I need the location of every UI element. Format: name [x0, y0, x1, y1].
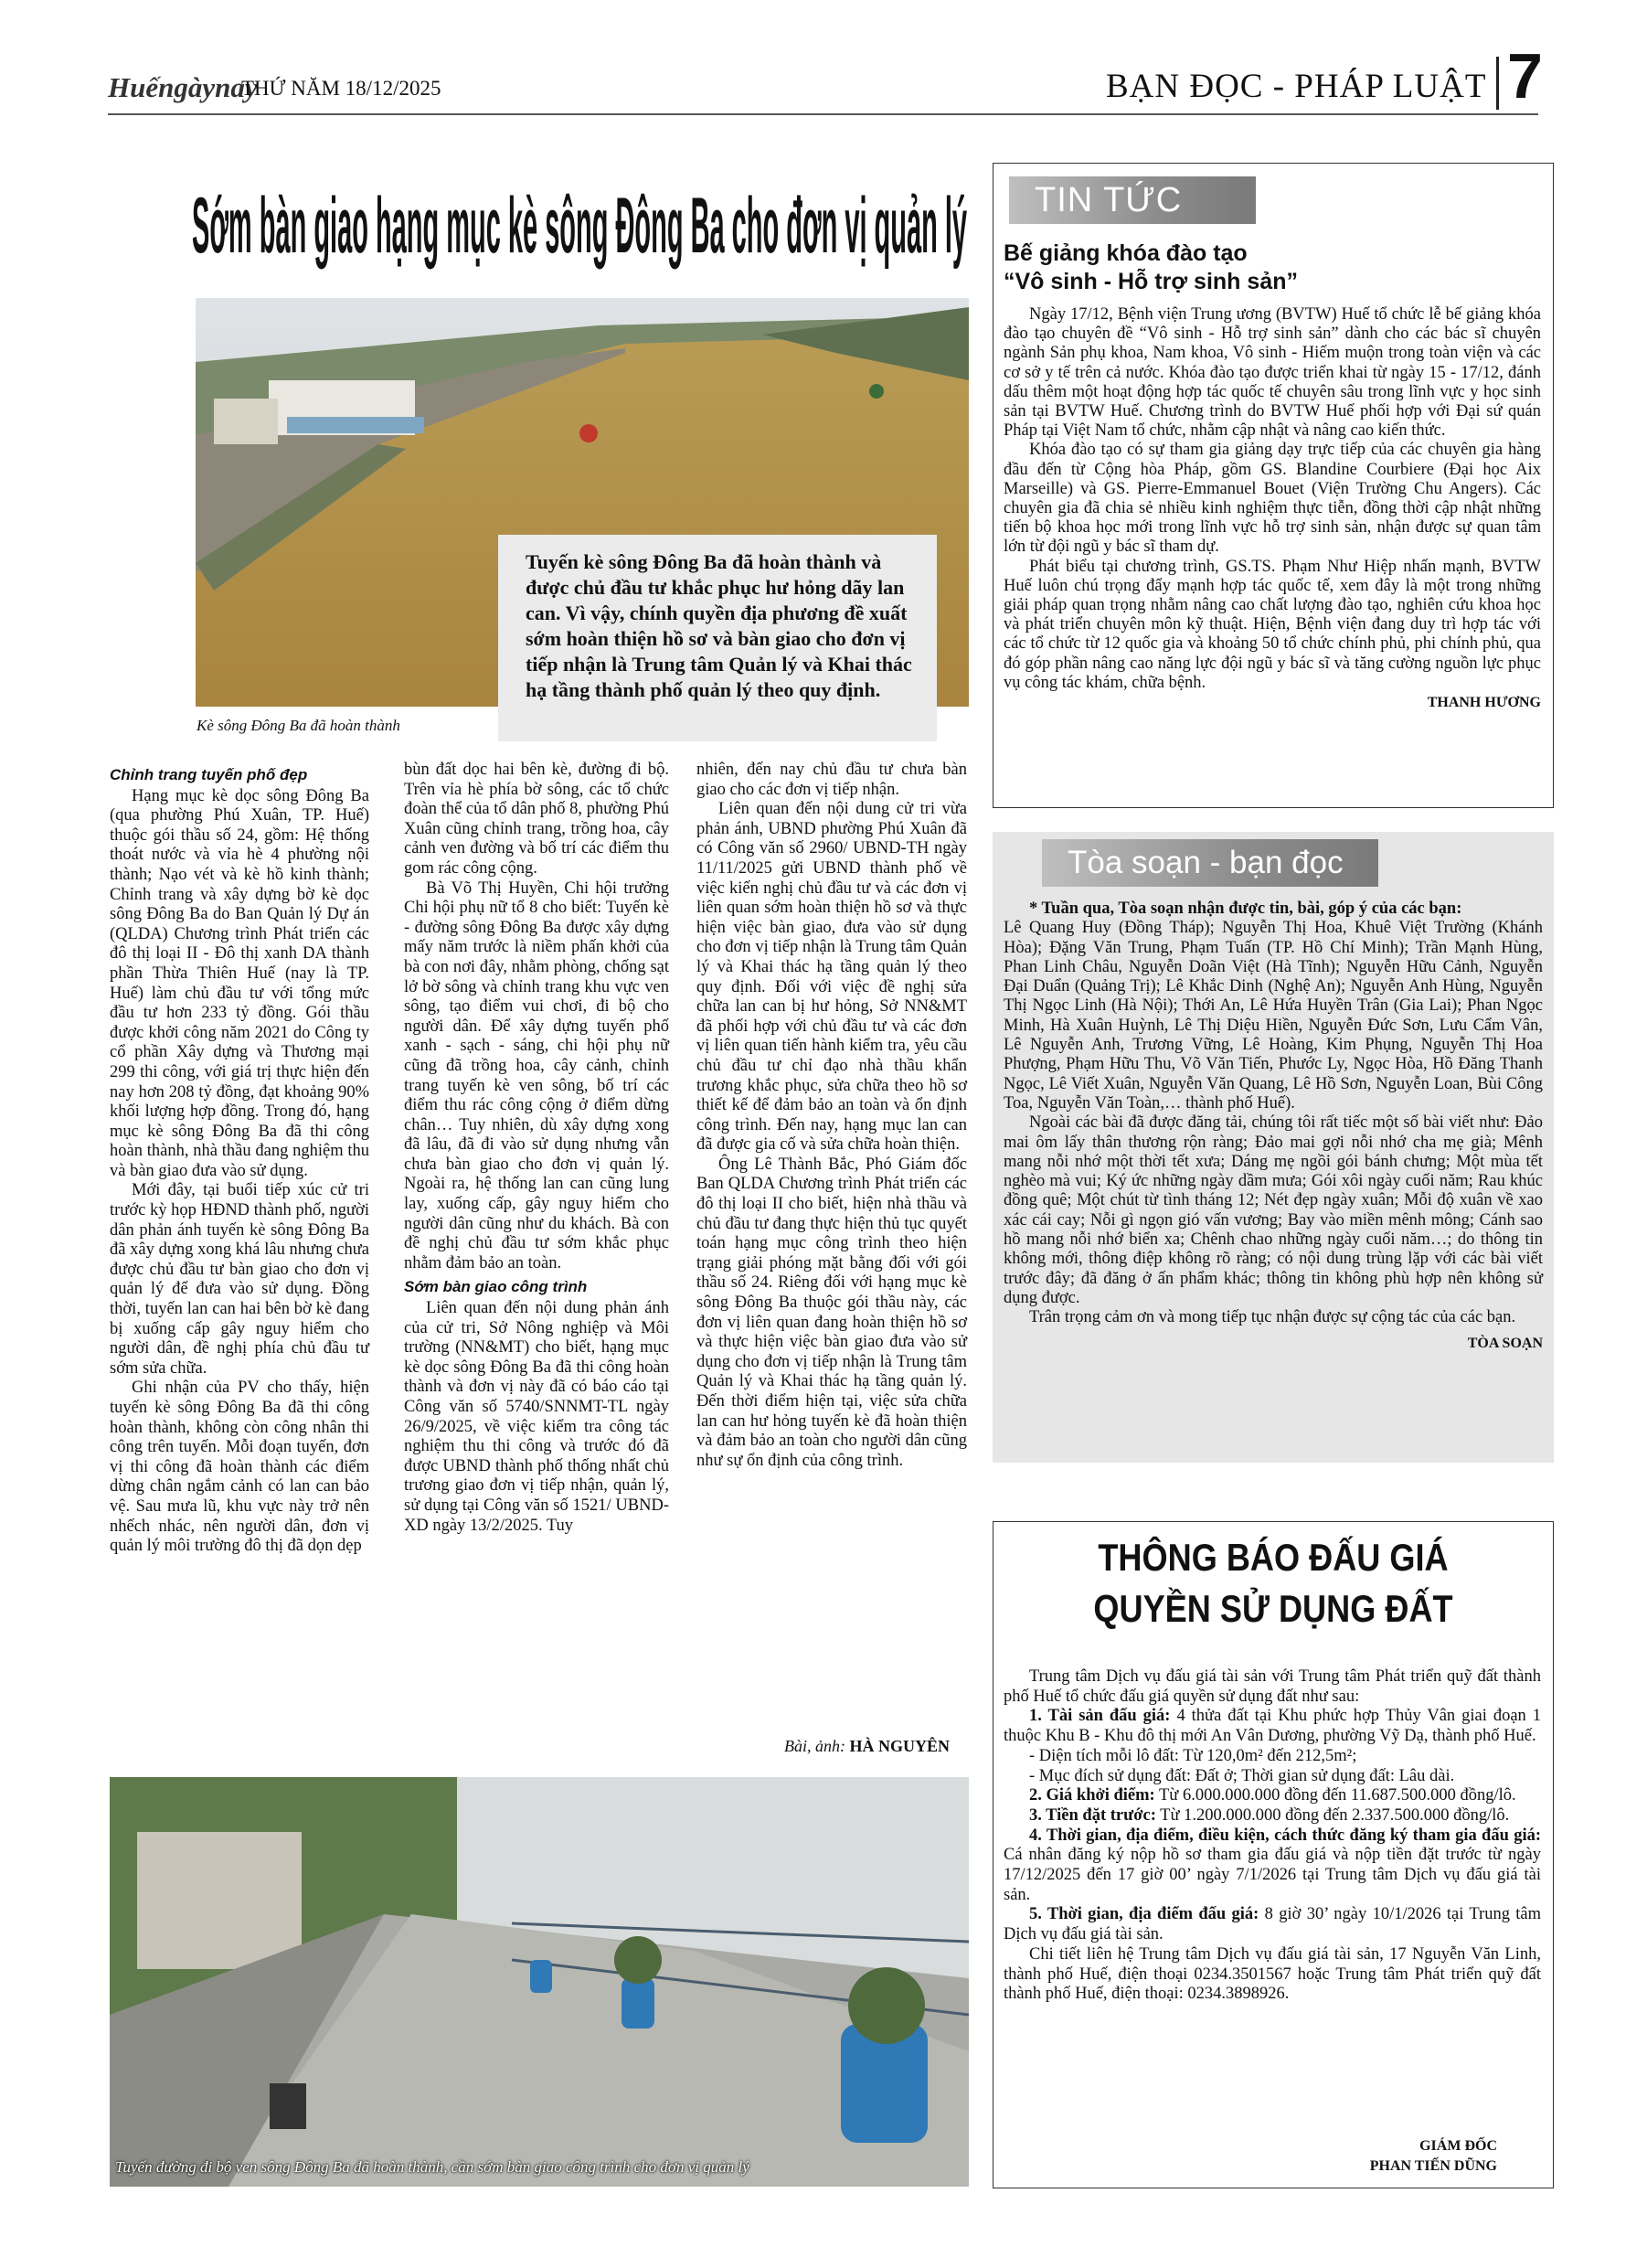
paragraph: Ngoài các bài đã được đăng tải, chúng tôi rất tiếc một số bài viết như: Đảo mai ôm lấy thân thương rộn ràng; Đảo mai gợi nỗi nhớ cha mẹ già; Mênh mang nỗi nhớ một thời tết xưa; Dáng mẹ ngồi gói bánh chưng; Một mùa tết nghèo mà vui; Ký ức những ngày dầm mưa; Gói xôi ngày cuối năm; Rau khúc đồng quê; Một chút từ tình tháng 12; Nét đẹp ngày xuân; Mỗi độ xuân về xao xác cái cay; Nỗi gì ngọn gió vấn vương; Bay vào miền mênh mông; Cánh sao hồ mang nỗi nhớ biển xa; Chênh chao những ngày cuối năm…; do thông tin không mới, thông điệp không rõ ràng; có nội dung trùng lặp với các bài viết trước đây; đã đăng ở ấn phẩm khác; thông tin không phù hợp nên không sử dụng được. — [1004, 1113, 1543, 1307]
paragraph: Trân trọng cảm ơn và mong tiếp tục nhận được sự cộng tác của các bạn. — [1029, 1308, 1516, 1327]
readers-tag: Tòa soạn - bạn đọc — [1042, 839, 1378, 887]
page-number: 7 — [1507, 40, 1543, 112]
news-tag: TIN TỨC — [1009, 176, 1256, 224]
news-author: THANH HƯƠNG — [1427, 695, 1541, 711]
signer-title: GIÁM ĐỐC — [1419, 2138, 1497, 2154]
paragraph: bùn đất dọc hai bên kè, đường đi bộ. Trên vỉa hè phía bờ sông, các tổ chức đoàn thể của tổ dân phố 8, phường Phú Xuân cũng chỉnh trang, trồng hoa, cây cảnh ven đường và bố trí các điểm thu gom rác công cộng. — [404, 761, 669, 878]
headline-text: Sớm bàn giao hạng mục kè sông Đông Ba cho đơn vị quản lý — [192, 182, 968, 270]
news-title-line2: “Vô sinh - Hỗ trợ sinh sản” — [1004, 269, 1298, 294]
auction-title — [1032, 1532, 1514, 1634]
byline-name: HÀ NGUYÊN — [849, 1737, 951, 1755]
paragraph: Ông Lê Thành Bắc, Phó Giám đốc Ban QLDA Chương trình Phát triển các đô thị loại II cho biết, hiện nhà thầu và chủ đầu tư đang thực hiện thủ tục quyết toán hạng mục công trình theo hiện trạng giải phóng mặt bằng đối với gói thầu số 24. Riêng đối với hạng mục kè sông Đông Ba thuộc gói thầu này, các đơn vị liên quan đang hoàn thiện hồ sơ và thực hiện việc bàn giao đưa vào sử dụng cho đơn vị tiếp nhận là Trung tâm Quản lý và Khai thác hạ tầng quản lý. Đến thời điểm hiện tại, việc sửa chữa lan can hư hỏng tuyến kè đã hoàn thiện và đảm bảo an toàn cho người dân cũng như sự ổn định của công trình. — [696, 1155, 967, 1470]
article-column-3 — [696, 761, 967, 1471]
header-divider — [1496, 57, 1499, 110]
readers-names: Lê Quang Huy (Đồng Tháp); Nguyễn Thị Hoa, Khuê Việt Trường (Khánh Hòa); Đặng Văn Trung, Phạm Tuấn (TP. Hồ Chí Minh); Trần Mạnh Hùng, Phan Linh Châu, Nguyễn Doãn Việt (Hà Tĩnh); Nguyễn Hữu Cảnh, Nguyễn Đại Duẩn (Quảng Trị); Lê Khắc Dinh (Nghệ An); Nguyễn Anh Hùng, Nguyễn Thị Ngọc Linh (Hà Nội); Thới An, Lê Hứa Huyền Trân (Gia Lai); Phan Ngọc Minh, Hà Xuân Huỳnh, Lê Thị Diệu Hiền, Nguyễn Đức Sơn, Lưu Cẩm Vân, Lê Nguyễn Anh, Trương Vững, Lê Hoàng, Kim Phụng, Nguyễn Thị Hoa Phượng, Phạm Hữu Thu, Võ Văn Tiến, Phước Ly, Ngọc Hòa, Hồ Đăng Thanh Ngọc, Lê Viết Xuân, Nguyễn Văn Quang, Lê Hồ Sơn, Nguyễn Loan, Bùi Công Toa, Nguyễn Văn Toàn,… thành phố Huế). — [1004, 919, 1543, 1113]
article-column-1 — [110, 765, 369, 1557]
auction-item-1: 1. Tài sản đấu giá: 4 thửa đất tại Khu phức hợp Thủy Vân giai đoạn 1 thuộc Khu B - Khu đô thị mới An Vân Dương, phường Vỹ Dạ, thành phố Huế. — [1004, 1707, 1542, 1746]
paragraph: Bà Võ Thị Huyền, Chi hội trưởng Chi hội phụ nữ tổ 8 cho biết: Tuyến kè - đường sông Đông Ba được xây dựng mấy năm trước là niềm phấn khởi của bà con nơi đây, nhằm phòng, chống sạt lở bờ sông và chỉnh trang khu vực ven sông, tạo điểm vui chơi, đi bộ cho người dân. Để xây dựng tuyến phố xanh - sạch - sáng, chi hội phụ nữ cũng đã trồng hoa, cây cảnh, chỉnh trang tuyến kè ven sông, bố trí các điểm thu rác công cộng ở điểm dừng chân… Tuy nhiên, dù xây dựng xong đã lâu, đã đi vào sử dụng nhưng vẫn chưa bàn giao cho đơn vị quản lý. Ngoài ra, hệ thống lan can cũng lung lay, xuống cấp, gây nguy hiểm cho người dân cũng như du khách. Bà con đề nghị chủ đầu tư sớm khắc phục nhằm đảm bảo an toàn. — [404, 878, 669, 1272]
auction-item-4: 4. Thời gian, địa điểm, điều kiện, cách thức đăng ký tham gia đấu giá: Cá nhân đăng ký nộp hồ sơ tham gia đấu giá và nộp tiền đặt trước từ ngày 17/12/2025 đến 17 giờ 00’ ngày 7/1/2026 tại Trung tâm Dịch vụ đấu giá tài sản. — [1004, 1826, 1541, 1904]
readers-body — [1004, 900, 1543, 1353]
header-rule — [108, 113, 1538, 115]
auction-title-line2: QUYỀN SỬ DỤNG ĐẤT — [1093, 1587, 1453, 1630]
auction-contact: Chi tiết liên hệ Trung tâm Dịch vụ đấu giá tài sản, 17 Nguyễn Văn Linh, thành phố Huế, điện thoại 0234.3501567 hoặc Trung tâm Phát triển quỹ đất thành phố Huế, điện thoại: 0234.3898926. — [1004, 1944, 1541, 2004]
signer-name: PHAN TIẾN DŨNG — [1369, 2158, 1497, 2174]
auction-signature — [1004, 2136, 1497, 2177]
news-title — [1004, 240, 1515, 296]
paragraph: Liên quan đến nội dung phản ánh của cử tri, Sở Nông nghiệp và Môi trường (NN&MT) cho biết, hạng mục kè dọc sông Đông Ba đã thi công hoàn thành và đơn vị này đã có báo cáo tại Công văn số 5740/SNNMT-TL ngày 26/9/2025, về việc kiểm tra công tác nghiệm thu thi công và trước đó đã được UBND thành phố thống nhất chủ trương giao đơn vị tiếp nhận, quản lý, sử dụng tại Công văn số 1521/ UBND-XD ngày 13/2/2025. Tuy — [404, 1299, 669, 1535]
subheading-1: Chỉnh trang tuyến phố đẹp — [110, 766, 308, 783]
paragraph: Hạng mục kè dọc sông Đông Ba (qua phường Phú Xuân, TP. Huế) thuộc gói thầu số 24, gồm: Hệ thống thoát nước và vỉa hè 4 phường nội thành; Nạo vét và kè hồ kinh thành; Chỉnh trang và xây dựng bờ kè dọc sông Đông Ba do Ban Quản lý Dự án (QLDA) Chương trình Phát triển các đô thị loại II - Đô thị xanh DA thành phần Thừa Thiên Huế (nay là TP. Huế) làm chủ đầu tư với tổng mức đầu tư hơn 233 tỷ đồng. Gói thầu được khởi công năm 2021 do Công ty cổ phần Xây dựng và Thương mại 299 thi công, với giá trị thực hiện đến nay hơn 208 tỷ đồng, đạt khoảng 90% khối lượng hợp đồng. Trong đó, hạng mục kè sông Đông Ba đã thi công hoàn thành, nhà thầu đang nghiệm thu và bàn giao đưa vào sử dụng. — [110, 786, 369, 1180]
article-sapo: Tuyến kè sông Đông Ba đã hoàn thành và được chủ đầu tư khắc phục hư hỏng dãy lan can. Vì vậy, chính quyền địa phương đề xuất sớm hoàn thiện hồ sơ và bàn giao cho đơn vị tiếp nhận là Trung tâm Quản lý và Khai thác hạ tầng thành phố quản lý theo quy định. — [498, 535, 937, 741]
auction-item-5: 5. Thời gian, địa điểm đấu giá: 8 giờ 30’ ngày 10/1/2026 tại Trung tâm Dịch vụ đấu giá tài sản. — [1004, 1905, 1541, 1944]
paragraph: Phát biểu tại chương trình, GS.TS. Phạm Như Hiệp nhấn mạnh, BVTW Huế luôn chú trọng đẩy mạnh hợp tác quốc tế, xem đây là một trong những giải pháp quan trọng nhằm nâng cao chất lượng đào tạo, nghiên cứu khoa học và phát triển chuyên môn kỹ thuật. Hiện, Bệnh viện đang duy trì hợp tác với các tổ chức từ 12 quốc gia và khoảng 50 tổ chức chính phủ, phi chính phủ, qua đó góp phần nâng cao năng lực đội ngũ y bác sĩ và tăng cường nguồn lực phục vụ công tác khám, chữa bệnh. — [1004, 557, 1541, 692]
subheading-2: Sớm bàn giao công trình — [404, 1278, 588, 1296]
paragraph: Liên quan đến nội dung cử tri vừa phản ánh, UBND phường Phú Xuân đã có Công văn số 2960/ UBND-TH ngày 11/11/2025 gửi UBND thành phố về việc kiến nghị chủ đầu tư và các đơn vị liên quan sớm hoàn thiện hồ sơ và thực hiện việc bàn giao, đưa vào sử dụng cho đơn vị tiếp nhận là Trung tâm Quản lý và Khai thác hạ tầng quản lý theo quy định. Đối với việc đề nghị sửa chữa lan can bị hư hỏng, Sở NN&MT đã phối hợp với chủ đầu tư và các đơn vị liên quan tiến hành kiểm tra, yêu cầu chủ đầu tư chỉ đạo nhà thầu khẩn trương khắc phục, sửa chữa theo hồ sơ thiết kế để đảm bảo an toàn và ổn định công trình. Đến nay, hạng mục lan can đã được gia cố và sửa chữa hoàn thiện. — [696, 800, 967, 1155]
article-headline — [192, 163, 969, 272]
paragraph: Mới đây, tại buổi tiếp xúc cử tri trước kỳ họp HĐND thành phố, người dân phản ánh tuyến kè sông Đông Ba đã xây dựng xong khá lâu nhưng chưa được chủ đầu tư bàn giao cho đơn vị quản lý để đưa vào sử dụng. Đồng thời, tuyến lan can hai bên bờ kè đang bị xuống cấp gây nguy hiểm cho người dân, đề nghị phía chủ đầu tư sớm sửa chữa. — [110, 1181, 369, 1378]
issue-date: THỨ NĂM 18/12/2025 — [241, 77, 441, 100]
news-body — [1004, 305, 1541, 712]
readers-author: TÒA SOẠN — [1467, 1335, 1543, 1351]
readers-lead: * Tuần qua, Tòa soạn nhận được tin, bài, góp ý của các bạn: — [1029, 900, 1462, 918]
auction-intro: Trung tâm Dịch vụ đấu giá tài sản với Trung tâm Phát triển quỹ đất thành phố Huế tổ chức đấu giá quyền sử dụng đất như sau: — [1004, 1667, 1541, 1706]
auction-item-1-sub: - Diện tích mỗi lô đất: Từ 120,0m² đến 212,5m²; — [1029, 1746, 1357, 1765]
photo2-caption: Tuyến đường đi bộ ven sông Đông Ba đã hoàn thành, cần sớm bàn giao công trình cho đơn vị quản lý — [115, 2158, 749, 2176]
section-title: BẠN ĐỌC - PHÁP LUẬT — [1106, 68, 1487, 105]
paragraph: Ngày 17/12, Bệnh viện Trung ương (BVTW) Huế tổ chức lễ bế giảng khóa đào tạo chuyên đề “Vô sinh - Hỗ trợ sinh sản” dành cho các bác sĩ chuyên ngành Sản phụ khoa, Nam khoa, Vô sinh - Hiếm muộn trong toàn viện và các cơ sở y tế trên cả nước. Khóa đào tạo được triển khai từ ngày 15 - 17/12, đánh dấu thêm một hoạt động hợp tác quốc tế chuyên sâu trong lĩnh vực y học sinh sản tại BVTW Huế. Chương trình do BVTW Huế phối hợp với Đại sứ quán Pháp tại Việt Nam tổ chức, nhằm cập nhật và nâng cao kiến thức. — [1004, 305, 1541, 441]
article-byline — [784, 1737, 950, 1756]
auction-title-line1: THÔNG BÁO ĐẤU GIÁ — [1098, 1536, 1449, 1579]
auction-item-2: 2. Giá khởi điểm: Từ 6.000.000.000 đồng đến 11.687.500.000 đồng/lô. — [1029, 1786, 1516, 1805]
paragraph: Khóa đào tạo có sự tham gia giảng dạy trực tiếp của các chuyên gia hàng đầu đến từ Cộng hòa Pháp, gồm GS. Blandine Courbiere (Đại học Aix Marseille) và GS. Pierre-Emmanuel Bouet (Viện Trường Chu Angers). Các chuyên gia đã chia sẻ nhiều kinh nghiệm thực tiễn, đồng thời cập nhật những tiến bộ khoa học mới trong lĩnh vực hỗ trợ sinh sản, nhận được sự quan tâm lớn từ đội ngũ y bác sĩ tham dự. — [1004, 441, 1541, 557]
paragraph: nhiên, đến nay chủ đầu tư chưa bàn giao cho các đơn vị tiếp nhận. — [696, 761, 967, 799]
masthead-logo: Huếngàynay — [108, 71, 258, 103]
paragraph: Ghi nhận của PV cho thấy, hiện tuyến kè sông Đông Ba đã thi công hoàn thành, không còn công nhân thi công trên tuyến. Mỗi đoạn tuyến, đơn vị thi công đã hoàn thành các điểm dừng chân ngắm cảnh có lan can bảo vệ. Sau mưa lũ, khu vực này trở nên nhếch nhác, nên người dân, đơn vị quản lý môi trường đô thị đã dọn dẹp — [110, 1379, 369, 1556]
news-title-line1: Bế giảng khóa đào tạo — [1004, 240, 1248, 266]
riverside-walkway-photo — [110, 1777, 969, 2187]
auction-item-3: 3. Tiền đặt trước: Từ 1.200.000.000 đồng đến 2.337.500.000 đồng/lô. — [1029, 1805, 1510, 1825]
byline-label: Bài, ảnh: — [784, 1737, 845, 1755]
photo1-caption: Kè sông Đông Ba đã hoàn thành — [197, 717, 400, 734]
auction-item-1-sub: - Mục đích sử dụng đất: Đất ở; Thời gian sử dụng đất: Lâu dài. — [1029, 1766, 1455, 1785]
auction-body — [1004, 1667, 1541, 2005]
article-column-2 — [404, 761, 669, 1536]
